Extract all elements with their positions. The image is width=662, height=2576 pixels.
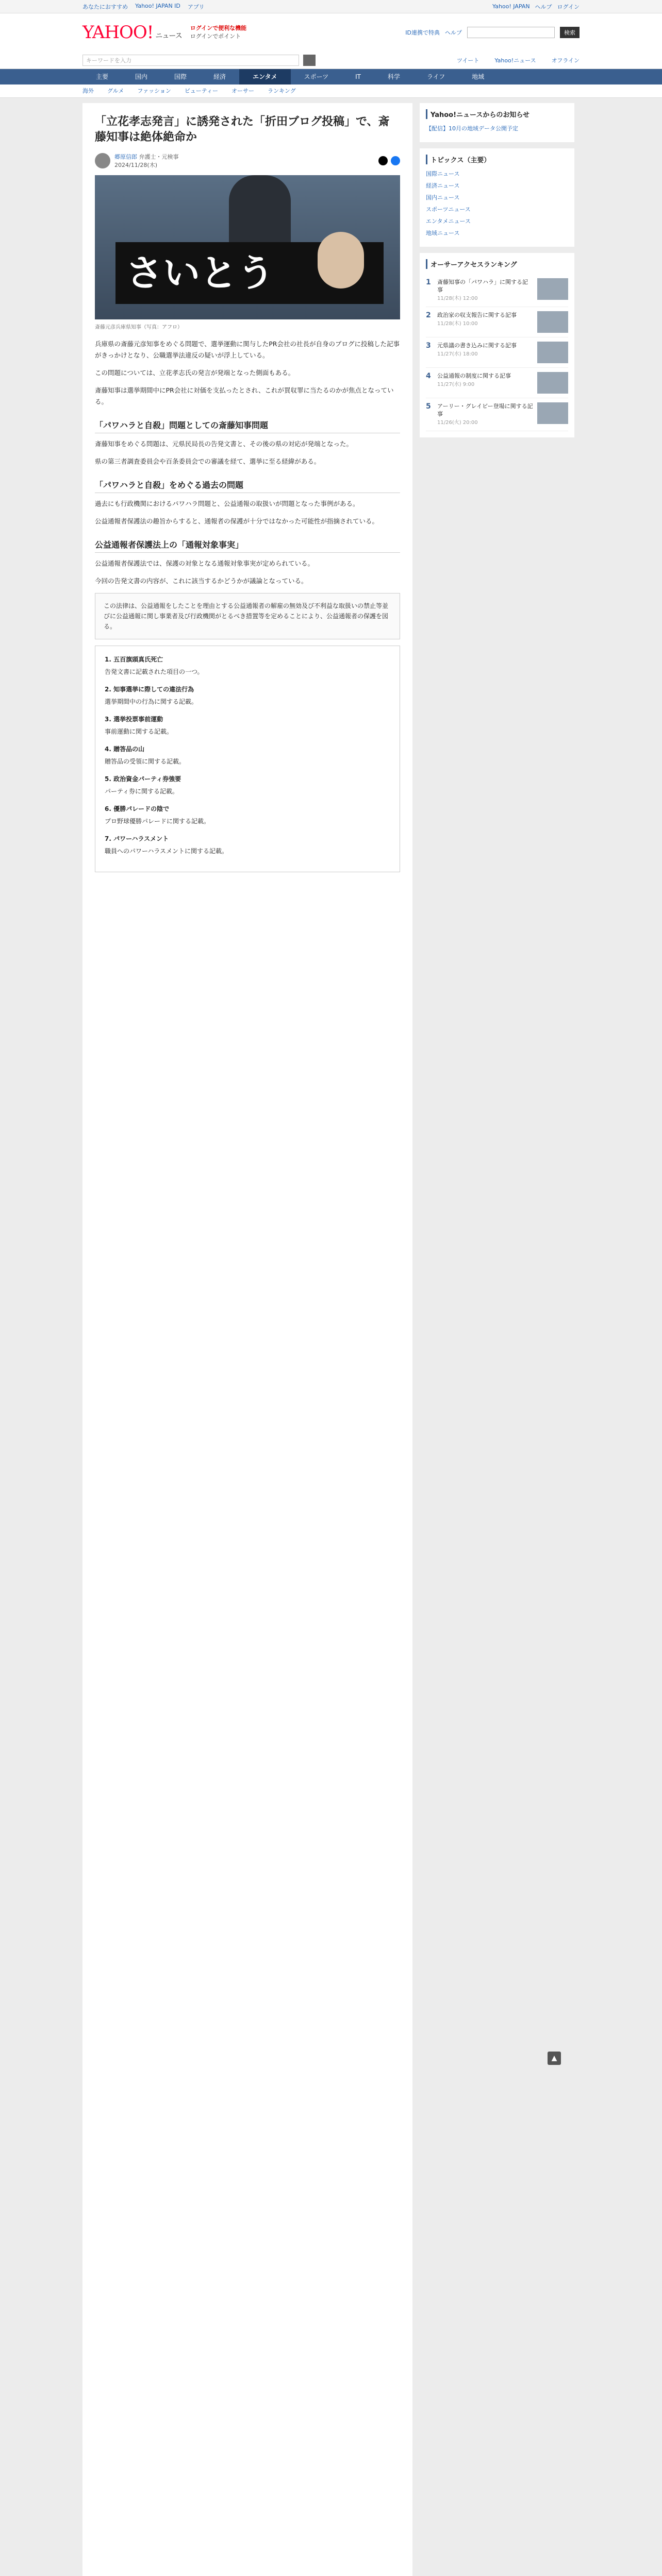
list-item-heading: 3. 選挙投票事前運動 xyxy=(105,716,163,723)
ranking-item[interactable] xyxy=(426,398,568,431)
list-item-heading: 5. 政治資金パーティ券強要 xyxy=(105,775,181,783)
rank-thumbnail xyxy=(537,311,568,333)
nav-tab-9[interactable]: ライフ xyxy=(427,73,445,80)
author-name[interactable]: 郷原信郎 xyxy=(114,154,137,160)
subnav-4[interactable]: ビューティー xyxy=(184,88,219,94)
logo-sub: ニュース xyxy=(155,32,182,40)
nav-tab-1[interactable]: 主要 xyxy=(96,73,109,80)
section-heading-1: 「パワハラと自殺」問題としての斎藤知事問題 xyxy=(95,419,400,433)
section-heading-2: 「パワハラと自殺」をめぐる過去の問題 xyxy=(95,479,400,493)
topic-link[interactable]: 国際ニュース xyxy=(426,171,460,177)
author-role: 弁護士・元検事 xyxy=(139,154,179,160)
list-item xyxy=(105,804,390,826)
topic-link[interactable]: 経済ニュース xyxy=(426,182,460,189)
header-right-link-2[interactable]: ヘルプ xyxy=(445,29,462,36)
top-utility-bar xyxy=(0,0,662,13)
paragraph: 斎藤知事をめぐる問題は、元県民局長の告発文書と、その後の県の対応が発端となった。 xyxy=(95,440,353,448)
topics-title: トピックス（主要） xyxy=(426,155,568,164)
topic-link[interactable]: エンタメニュース xyxy=(426,218,471,225)
list-item xyxy=(105,834,390,856)
top-link-3[interactable]: アプリ xyxy=(187,3,205,10)
subnav-1[interactable]: 海外 xyxy=(82,88,94,94)
top-right-link-2[interactable]: ヘルプ xyxy=(535,3,552,10)
avatar[interactable] xyxy=(95,153,110,168)
list-item xyxy=(105,774,390,796)
paragraph: 公益通報者保護法では、保護の対象となる通報対象事実が定められている。 xyxy=(95,560,315,567)
image-caption: 斎藤元彦兵庫県知事（写真：アフロ） xyxy=(95,325,183,330)
rank-time: 11/28(木) 12:00 xyxy=(437,296,478,301)
list-item-text: パーティ券に関する記載。 xyxy=(105,788,179,795)
nav-tab-4[interactable]: 経済 xyxy=(213,73,226,80)
header-search-input[interactable] xyxy=(467,27,555,38)
nav-tab-6[interactable]: スポーツ xyxy=(304,73,329,80)
list-item-text: 事前運動に関する記載。 xyxy=(105,728,173,735)
rank-number: 1 xyxy=(426,278,431,286)
article-date: 2024/11/28(木) xyxy=(114,162,157,168)
promo-line-2[interactable]: ログインでポイント xyxy=(190,33,241,40)
nav-tab-10[interactable]: 地域 xyxy=(472,73,485,80)
header-search-button[interactable]: 検索 xyxy=(560,27,580,38)
list-item-text: 告発文書に記載された項目の一つ。 xyxy=(105,668,204,675)
candidate-face xyxy=(318,232,364,289)
subnav-5[interactable]: オーサー xyxy=(231,88,255,94)
paragraph: 公益通報者保護法の趣旨からすると、通報者の保護が十分ではなかった可能性が指摘されている。 xyxy=(95,517,379,525)
topic-link[interactable]: 国内ニュース xyxy=(426,194,460,201)
allegation-list xyxy=(95,646,400,872)
ranking-item[interactable] xyxy=(426,368,568,398)
topics-panel xyxy=(420,148,574,247)
speaker-figure xyxy=(229,175,291,247)
rank-number: 5 xyxy=(426,402,431,411)
list-item-heading: 1. 五百旗頭真氏死亡 xyxy=(105,656,163,663)
nav-tab-3[interactable]: 国際 xyxy=(174,73,187,80)
topic-link[interactable]: 地域ニュース xyxy=(426,230,460,236)
list-item-text: 職員へのパワーハラスメントに関する記載。 xyxy=(105,848,228,855)
list-item xyxy=(105,654,390,677)
list-item-text: プロ野球優勝パレードに関する記載。 xyxy=(105,818,210,825)
notice-link[interactable]: 【配信】10月の地域データ公開予定 xyxy=(426,125,518,132)
paragraph: 県の第三者調査委員会や百条委員会での審議を経て、選挙に至る経緯がある。 xyxy=(95,457,321,465)
notice-panel xyxy=(420,103,574,142)
paragraph: 斎藤知事は選挙期間中にPR会社に対価を支払ったとされ、これが買収罪に当たるのかが焦点となっている。 xyxy=(95,386,394,405)
sidebar xyxy=(420,103,574,2576)
rank-time: 11/27(水) 9:00 xyxy=(437,382,475,387)
list-item xyxy=(105,714,390,737)
news-search-input[interactable]: キーワードを入力 xyxy=(82,55,299,66)
ranking-panel xyxy=(420,253,574,437)
article-title: 「立花孝志発言」に誘発された「折田ブログ投稿」で、斎藤知事は絶体絶命か xyxy=(95,115,390,144)
rank-number: 3 xyxy=(426,342,431,350)
paragraph: この問題については、立花孝志氏の発言が発端となった側面もある。 xyxy=(95,369,295,377)
paragraph: 兵庫県の斎藤元彦知事をめぐる問題で、選挙運動に関与したPR会社の社長が自身のブログに投稿した記事がきっかけとなり、公職選挙法違反の疑いが浮上している。 xyxy=(95,340,400,359)
subnav-3[interactable]: ファッション xyxy=(137,88,171,94)
rank-title: 斎藤知事の「パワハラ」に関する記事 xyxy=(437,279,528,293)
list-item-heading: 4. 贈答品の山 xyxy=(105,745,145,753)
subnav-2[interactable]: グルメ xyxy=(107,88,124,94)
rank-title: アーリー・グレイビー登場に関する記事 xyxy=(437,403,533,417)
list-item xyxy=(105,744,390,767)
top-link-1[interactable]: あなたにおすすめ xyxy=(82,3,128,10)
ranking-item[interactable] xyxy=(426,337,568,368)
news-search-bar xyxy=(0,52,662,69)
notice-title: Yahoo!ニュースからのお知らせ xyxy=(426,109,568,119)
header-right-link-1[interactable]: ID連携で特典 xyxy=(405,29,440,36)
list-item-heading: 6. 優勝パレードの陰で xyxy=(105,805,170,812)
x-share-icon[interactable] xyxy=(378,156,388,165)
hero-image xyxy=(95,175,400,319)
top-right-link-3[interactable]: ログイン xyxy=(557,3,580,10)
list-item-heading: 7. パワーハラスメント xyxy=(105,835,169,842)
rank-thumbnail xyxy=(537,342,568,363)
ranking-item[interactable] xyxy=(426,307,568,337)
paragraph: 今回の告発文書の内容が、これに該当するかどうかが議論となっている。 xyxy=(95,577,308,585)
yahoo-news-logo[interactable] xyxy=(82,22,182,43)
ranking-title: オーサーアクセスランキング xyxy=(426,259,568,269)
rank-title: 元県議の書き込みに関する記事 xyxy=(437,342,517,349)
article-main xyxy=(82,103,412,2576)
rank-number: 4 xyxy=(426,372,431,380)
top-right-link-1[interactable]: Yahoo! JAPAN xyxy=(492,3,530,10)
logo-text: YAHOO! xyxy=(82,22,154,43)
subsearch-link-1[interactable]: ツイート xyxy=(456,57,479,64)
list-item xyxy=(105,684,390,707)
campaign-banner: さいとう xyxy=(115,242,384,304)
paragraph: 過去にも行政機関におけるパワハラ問題と、公益通報の取扱いが問題となった事例がある。 xyxy=(95,500,359,507)
sub-nav xyxy=(0,84,662,98)
rank-time: 11/27(水) 18:00 xyxy=(437,351,478,357)
nav-tab-8[interactable]: 科学 xyxy=(388,73,401,80)
facebook-share-icon[interactable] xyxy=(391,156,400,165)
list-item-heading: 2. 知事選挙に際しての違法行為 xyxy=(105,686,194,693)
author-row xyxy=(95,152,400,169)
header-promo xyxy=(190,24,246,41)
topic-link[interactable]: スポーツニュース xyxy=(426,206,471,213)
site-header xyxy=(0,13,662,52)
rank-title: 公益通報の制度に関する記事 xyxy=(437,372,511,379)
subsearch-link-2[interactable]: Yahoo!ニュース xyxy=(494,57,536,64)
scroll-top-icon[interactable]: ▲ xyxy=(548,2052,561,2065)
ranking-item[interactable] xyxy=(426,274,568,307)
rank-thumbnail xyxy=(537,278,568,300)
nav-tab-5[interactable]: エンタメ xyxy=(239,69,291,84)
rank-time: 11/28(木) 10:00 xyxy=(437,321,478,327)
rank-thumbnail xyxy=(537,402,568,424)
nav-tab-2[interactable]: 国内 xyxy=(135,73,148,80)
top-link-2[interactable]: Yahoo! JAPAN ID xyxy=(135,2,180,9)
search-icon[interactable] xyxy=(303,55,316,66)
rank-thumbnail xyxy=(537,372,568,394)
law-quote: この法律は、公益通報をしたことを理由とする公益通報者の解雇の無効及び不利益な取扱いの禁止等並びに公益通報に関し事業者及び行政機関がとるべき措置等を定めることにより、公益通報者の保護を図る。 xyxy=(95,593,400,639)
nav-tab-7[interactable]: IT xyxy=(355,73,361,80)
list-item-text: 贈答品の受領に関する記載。 xyxy=(105,758,186,765)
list-item-text: 選挙期間中の行為に関する記載。 xyxy=(105,698,198,705)
rank-time: 11/26(火) 20:00 xyxy=(437,420,478,426)
category-nav xyxy=(0,69,662,84)
section-heading-3: 公益通報者保護法上の「通報対象事実」 xyxy=(95,538,400,553)
subsearch-link-3[interactable]: オフライン xyxy=(551,57,580,64)
rank-number: 2 xyxy=(426,311,431,319)
promo-line-1[interactable]: ログインで便利な機能 xyxy=(190,25,247,31)
subnav-6[interactable]: ランキング xyxy=(268,88,296,94)
rank-title: 政治家の収支報告に関する記事 xyxy=(437,312,517,318)
